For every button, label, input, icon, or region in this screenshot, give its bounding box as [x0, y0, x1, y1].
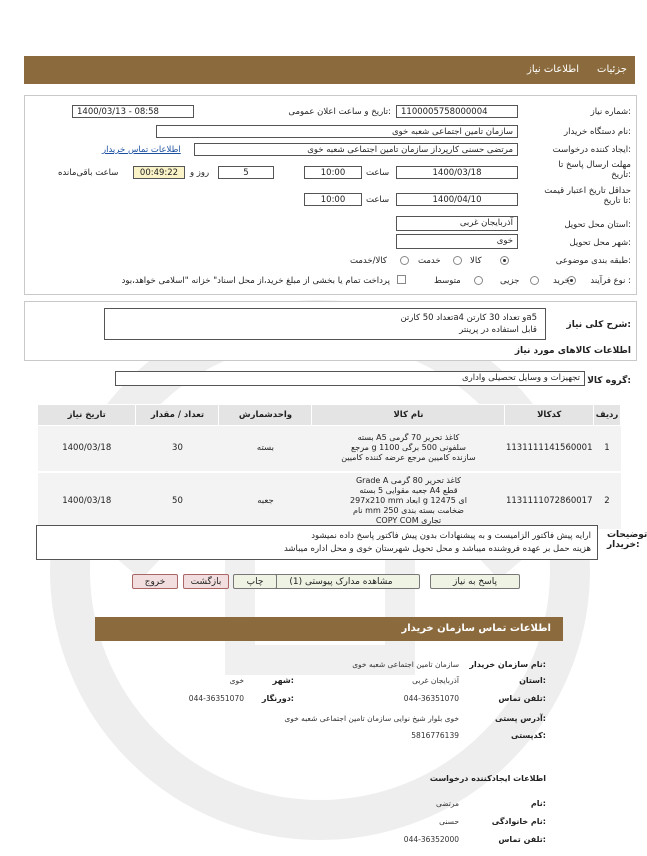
creator-info-title: اطلاعات ایجادکننده درخواست [429, 774, 546, 783]
validity-label: حداقل تاریخ اعتبار قیمت تا تاریخ: [544, 186, 631, 206]
cell-date: 1400/03/18 [38, 426, 136, 472]
city-field: خوی [396, 234, 518, 249]
day-label: روز و [190, 168, 210, 178]
category-radio-both[interactable] [400, 256, 409, 265]
creator-tel-value: 044-36352000 [403, 835, 459, 844]
back-button[interactable]: بازگشت [183, 574, 229, 589]
notes-line2: هزینه حمل بر عهده فروشنده میباشد و محل تحویل شهرستان خوی و محل اداره میباشد [283, 544, 591, 554]
cell-qty: 30 [136, 426, 219, 472]
cell-unit: جعبه [219, 472, 312, 530]
creator-name-value: مرتضی [436, 799, 459, 808]
category-option-goods: کالا [470, 256, 482, 266]
category-label: طبقه بندی موضوعی: [555, 256, 631, 266]
cell-name-line: تجاری COPY COM [375, 515, 442, 525]
cell-name-line: سلفونی 500 برگی g 1100 مرجع [351, 443, 466, 453]
cell-name-line: قطع A4 جعبه مقوایی 5 بسته [359, 485, 458, 495]
contact-address-value: خوی بلوار شیخ نوایی سازمان تامین اجتماعی شعبه خوی [284, 714, 459, 723]
deadline-date-field: 1400/03/18 [396, 166, 518, 179]
category-option-both: کالا/خدمت [350, 256, 387, 266]
table-row[interactable] [38, 472, 621, 530]
contact-phone-value: 044-36351070 [403, 694, 459, 703]
goods-title: اطلاعات کالاهای مورد نیاز [514, 346, 631, 356]
col-header-code: کدکالا [505, 405, 594, 426]
cell-name [312, 426, 505, 472]
creator-tel-label: تلفن تماس: [498, 835, 546, 844]
need-number-field: 1100005758000004 [396, 105, 518, 118]
contact-header [95, 617, 563, 641]
category-radio-goods[interactable] [500, 256, 509, 265]
cell-code: 1131111072860017 [505, 472, 594, 530]
notes-line1: ارایه پیش فاکتور الزامیست و به پیشنهادات بدون پیش فاکتور پاسخ داده نمیشود [311, 531, 591, 541]
col-header-date: تاریخ نیاز [38, 405, 136, 426]
process-radio-medium[interactable] [474, 276, 483, 285]
cell-qty: 50 [136, 472, 219, 530]
province-label: استان محل تحویل: [564, 220, 631, 230]
city-label: شهر محل تحویل: [569, 238, 631, 248]
items-table [37, 404, 621, 531]
contact-postal-label: کدپستی: [511, 731, 546, 740]
creator-family-label: نام خانوادگی: [491, 817, 546, 826]
remaining-time-field: 00:49:22 [133, 166, 185, 179]
cell-name-line: ضخامت بسته بندی 250 mm نام [353, 505, 464, 515]
creator-name-label: نام: [530, 799, 546, 808]
validity-date-field: 1400/04/10 [396, 193, 518, 206]
buyer-field: سازمان تامین اجتماعی شعبه خوی [156, 125, 518, 138]
summary-label: شرح کلی نیاز: [566, 320, 631, 330]
cell-date: 1400/03/18 [38, 472, 136, 530]
summary-line2: قابل استفاده در پرینتر [459, 325, 537, 335]
announce-field: 1400/03/13 - 08:58 [72, 105, 194, 118]
process-radio-minor[interactable] [530, 276, 539, 285]
col-header-name: نام کالا [312, 405, 505, 426]
buyer-label: نام دستگاه خریدار: [564, 127, 631, 137]
exit-button[interactable]: خروج [132, 574, 178, 589]
contact-title: اطلاعات تماس سازمان خریدار [401, 623, 551, 634]
attachments-button[interactable]: مشاهده مدارک پیوستی (1) [262, 574, 420, 589]
nav-details[interactable]: جزئیات [597, 64, 627, 75]
contact-city-value: خوی [229, 676, 244, 685]
summary-line1: تعداد 50 کارتنa4 و تعداد 30 کارتنa5 [400, 313, 537, 323]
cell-name-line: کاغذ تحریر 80 گرمی Grade A [355, 475, 461, 485]
cell-name-line: ای 12475 g ابعاد 297x210 mm [350, 495, 467, 505]
table-row[interactable] [38, 426, 621, 472]
notes-label: توضیحات خریدار: [607, 530, 647, 550]
contact-postal-value: 5816776139 [411, 731, 459, 740]
deadline-time-field: 10:00 [304, 166, 362, 179]
notes-box [36, 525, 598, 560]
validity-time-field: 10:00 [304, 193, 362, 206]
payment-note: پرداخت تمام یا بخشی از مبلغ خرید،از محل اسناد" خزانه "اسلامی خواهد،بود [121, 276, 390, 286]
process-option-medium: متوسط [434, 276, 461, 286]
contact-fax-label: دورنگار: [261, 694, 294, 703]
col-header-unit: واحدشمارش [219, 405, 312, 426]
cell-row: 2 [594, 472, 621, 530]
print-button[interactable]: چاپ [233, 574, 277, 589]
contact-province-value: آذربایجان غربی [412, 676, 459, 685]
cell-name [312, 472, 505, 530]
cell-code: 1131111141560001 [505, 426, 594, 472]
province-field: آذربایجان غربی [396, 216, 518, 231]
group-label: گروه کالا: [587, 376, 631, 386]
remaining-label: ساعت باقی‌مانده [58, 168, 119, 178]
deadline-label: مهلت ارسال پاسخ تا تاریخ: [558, 160, 631, 180]
contact-province-label: استان: [519, 676, 546, 685]
nav-need-info[interactable]: اطلاعات نیاز [527, 64, 579, 75]
creator-label: ایجاد کننده درخواست: [552, 145, 631, 155]
creator-family-value: حسنی [439, 817, 459, 826]
category-radio-service[interactable] [453, 256, 462, 265]
category-option-service: خدمت [418, 256, 441, 266]
cell-row: 1 [594, 426, 621, 472]
contact-city-label: شهر: [272, 676, 294, 685]
contact-org-label: نام سازمان خریدار: [469, 660, 546, 669]
validity-hour-label: ساعت [366, 195, 390, 205]
summary-box [104, 308, 546, 340]
reply-button[interactable]: پاسخ به نیاز [430, 574, 520, 589]
top-nav-bar [24, 56, 635, 84]
need-number-label: شماره نیاز: [590, 107, 631, 117]
deadline-hour-label: ساعت [366, 168, 390, 178]
col-header-qty: تعداد / مقدار [136, 405, 219, 426]
contact-phone-label: تلفن تماس: [498, 694, 546, 703]
group-field: تجهیزات و وسایل تحصیلی واداری [115, 371, 585, 386]
process-label: نوع فرآیند : [590, 276, 631, 286]
table-header-row [38, 405, 621, 426]
contact-fax-value: 044-36351070 [188, 694, 244, 703]
contact-address-label: آدرس پستی: [495, 714, 546, 723]
cell-name-line: کاغذ تحریر 70 گرمی A5 بسته [357, 433, 460, 443]
announce-label: تاریخ و ساعت اعلان عمومی: [288, 107, 391, 117]
cell-unit: بسته [219, 426, 312, 472]
process-option-purchase: خرید [553, 276, 570, 286]
creator-field: مرتضی حسنی کارپرداز سازمان تامین اجتماعی شعبه خوی [194, 143, 518, 156]
buyer-contact-link[interactable]: اطلاعات تماس خریدار [102, 145, 181, 155]
contact-org-value: سازمان تامین اجتماعی شعبه خوی [352, 660, 459, 669]
days-field: 5 [218, 166, 274, 179]
col-header-row: ردیف [594, 405, 621, 426]
payment-checkbox[interactable] [397, 275, 406, 284]
process-option-minor: جزیی [500, 276, 520, 286]
cell-name-line: سازنده کامیین مرجع عرضه کننده کامیین [341, 453, 476, 463]
